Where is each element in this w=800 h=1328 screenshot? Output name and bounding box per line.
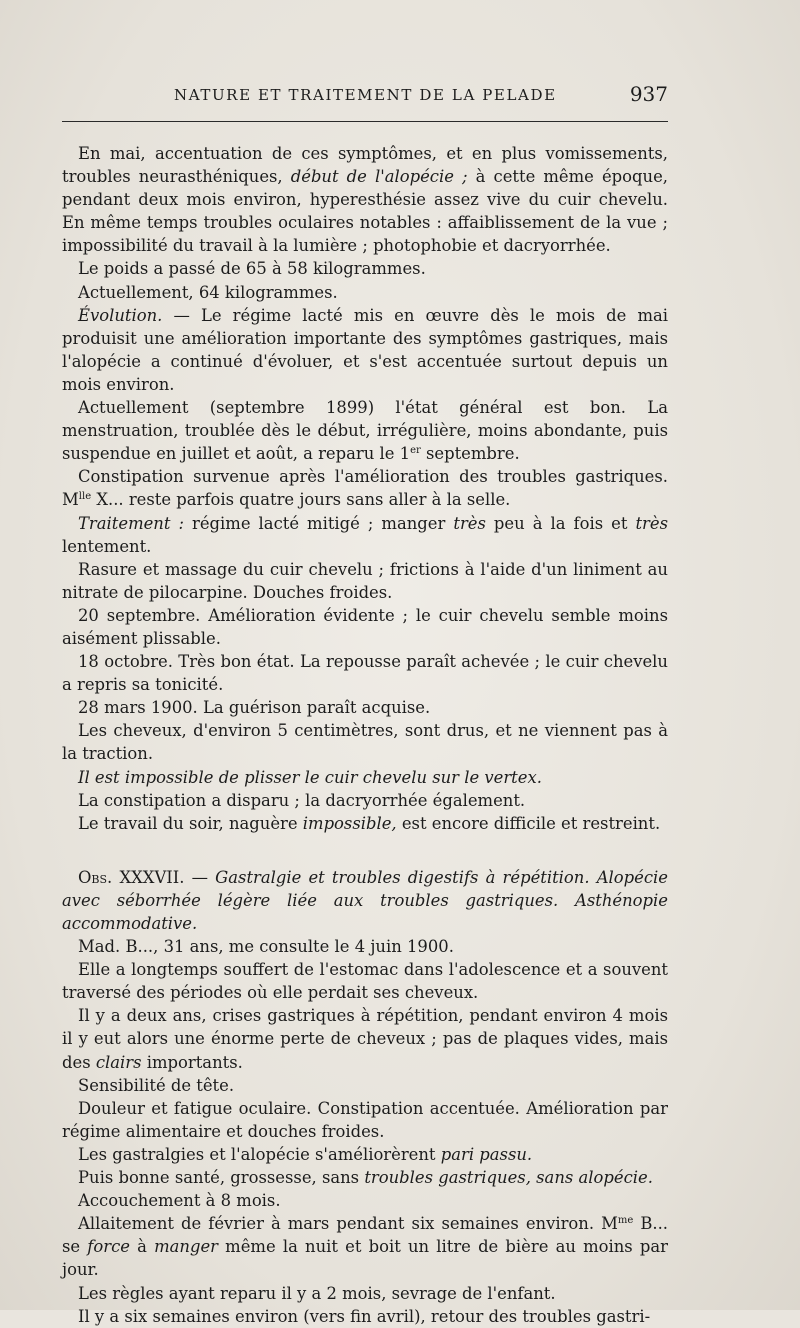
- text-run: à: [129, 1237, 155, 1257]
- paragraph: [62, 142, 668, 257]
- text-run: Les gastralgies et l'alopécie s'améliorèrent: [78, 1144, 441, 1164]
- text-run: Accouchement à 8 mois.: [78, 1191, 281, 1211]
- text-run: Les cheveux, d'environ 5 centimètres, sont drus, et ne viennent pas à la traction.: [62, 721, 668, 764]
- paragraph: [62, 1097, 668, 1143]
- text-run: X... reste parfois quatre jours sans aller à la selle.: [91, 490, 511, 510]
- paragraph: [62, 1004, 668, 1073]
- text-run: B... se: [62, 1214, 668, 1257]
- text-run: La constipation a disparu ; la dacryorrhée également.: [78, 790, 526, 810]
- text-run: à cette même époque, pendant deux mois environ, hyperesthésie assez vive du cuir chevelu. En même temps troubles oculaires notables : affaiblissement de la vue ; impossibilité du travail à la lumière ; photophobie et dacryorrhée.: [62, 167, 668, 256]
- page-body: [62, 142, 668, 1328]
- italic-text: très: [453, 513, 486, 533]
- text-run: — Le régime lacté mis en œuvre dès le mois de mai produisit une amélioration importante des symptômes gastriques, mais l'alopécie a continué d'évoluer, et s'est accentuée surtout depuis un mois environ.: [62, 305, 668, 394]
- superscript: me: [617, 1215, 634, 1227]
- paragraph: [62, 465, 668, 511]
- paragraph: [62, 558, 668, 604]
- text-run: Allaitement de février à mars pendant six semaines environ. M: [78, 1214, 618, 1234]
- text-run: Puis bonne santé, grossesse, sans: [78, 1168, 365, 1188]
- paragraph: [62, 789, 668, 812]
- superscript: er: [410, 445, 421, 457]
- text-run: XXXVII. —: [112, 867, 216, 887]
- italic-text: très: [635, 513, 668, 533]
- italic-text: début de l'alopécie ;: [290, 167, 468, 187]
- text-run: 28 mars 1900. La guérison paraît acquise.: [78, 698, 431, 718]
- paragraph: [62, 281, 668, 304]
- italic-text: Évolution.: [78, 305, 163, 325]
- running-title: NATURE ET TRAITEMENT DE LA PELADE: [174, 86, 557, 104]
- italic-text: pari passu.: [440, 1144, 533, 1164]
- italic-text: troubles gastriques, sans alopécie.: [364, 1168, 653, 1188]
- italic-text: Traitement :: [78, 513, 184, 533]
- running-header: [62, 82, 668, 112]
- italic-text: Il est impossible de plisser le cuir chevelu sur le vertex.: [78, 767, 542, 787]
- page-number: 937: [629, 82, 668, 106]
- italic-text: Gastralgie et troubles digestifs à répétition. Alopécie avec séborrhée légère liée aux troubles gastriques. Asthénopie accommodative.: [62, 867, 668, 933]
- text-run: Le travail du soir, naguère: [78, 813, 303, 833]
- text-run: Sensibilité de tête.: [78, 1075, 235, 1095]
- text-run: Obs.: [78, 867, 113, 887]
- text-run: Actuellement (septembre 1899) l'état général est bon. La menstruation, troublée dès le début, irrégulière, moins abondante, puis suspendue en juillet et août, a reparu le 1: [62, 398, 668, 464]
- paragraph: [62, 1143, 668, 1166]
- italic-text: force: [87, 1237, 130, 1257]
- text-run: Rasure et massage du cuir chevelu ; frictions à l'aide d'un liniment au nitrate de pilocarpine. Douches froides.: [62, 559, 668, 602]
- paragraph: [62, 812, 668, 835]
- paragraph: [62, 1074, 668, 1097]
- paragraph: [62, 396, 668, 465]
- text-run: peu à la fois et: [485, 513, 636, 533]
- text-run: 18 octobre. Très bon état. La repousse paraît achevée ; le cuir chevelu a repris sa tonicité.: [62, 652, 668, 695]
- text-run: Il y a six semaines environ (vers fin avril), retour des troubles gastri-: [78, 1306, 651, 1326]
- header-rule: [62, 121, 668, 122]
- paragraph: [62, 719, 668, 765]
- text-run: Mad. B..., 31 ans, me consulte le 4 juin 1900.: [78, 937, 454, 957]
- text-run: En mai, accentuation de ces symptômes, et en plus vomissements, troubles neurasthéniques,: [62, 144, 668, 187]
- text-run: Les règles ayant reparu il y a 2 mois, sevrage de l'enfant.: [78, 1283, 556, 1303]
- italic-text: impossible,: [302, 813, 397, 833]
- paragraph: [62, 935, 668, 958]
- paragraph: [62, 512, 668, 558]
- text-run: Elle a longtemps souffert de l'estomac dans l'adolescence et a souvent traversé des périodes où elle perdait ses cheveux.: [62, 960, 668, 1003]
- text-run: Constipation survenue après l'amélioration des troubles gastriques. M: [62, 467, 668, 510]
- text-run: septembre.: [420, 444, 520, 464]
- paragraph: [62, 1166, 668, 1189]
- text-run: même la nuit et boit un litre de bière au moins par jour.: [62, 1237, 668, 1280]
- paragraph: [62, 604, 668, 650]
- paragraph: [62, 650, 668, 696]
- superscript: lle: [78, 491, 92, 503]
- text-run: régime lacté mitigé ; manger: [184, 513, 454, 533]
- text-run: est encore difficile et restreint.: [396, 813, 661, 833]
- paragraph: [62, 304, 668, 396]
- text-run: Il y a deux ans, crises gastriques à répétition, pendant environ 4 mois il y eut alors une énorme perte de cheveux ; pas de plaques vides, mais des: [62, 1006, 668, 1072]
- paragraph: [62, 1189, 668, 1212]
- paragraph: [62, 866, 668, 935]
- paragraph: [62, 958, 668, 1004]
- paragraph: [62, 1282, 668, 1305]
- section-gap: [62, 835, 668, 866]
- text-run: Douleur et fatigue oculaire. Constipation accentuée. Amélioration par régime alimentaire et douches froides.: [62, 1098, 668, 1141]
- text-run: Actuellement, 64 kilogrammes.: [78, 282, 338, 302]
- italic-text: clairs: [95, 1052, 142, 1072]
- paragraph: [62, 766, 668, 789]
- paragraph: [62, 257, 668, 280]
- paragraph: [62, 1305, 668, 1328]
- text-run: importants.: [141, 1052, 243, 1072]
- text-run: lentement.: [62, 536, 152, 556]
- text-run: 20 septembre. Amélioration évidente ; le cuir chevelu semble moins aisément plissable.: [62, 605, 668, 648]
- text-run: Le poids a passé de 65 à 58 kilogrammes.: [78, 259, 426, 279]
- paragraph: [62, 1212, 668, 1281]
- italic-text: manger: [154, 1237, 218, 1257]
- paragraph: [62, 696, 668, 719]
